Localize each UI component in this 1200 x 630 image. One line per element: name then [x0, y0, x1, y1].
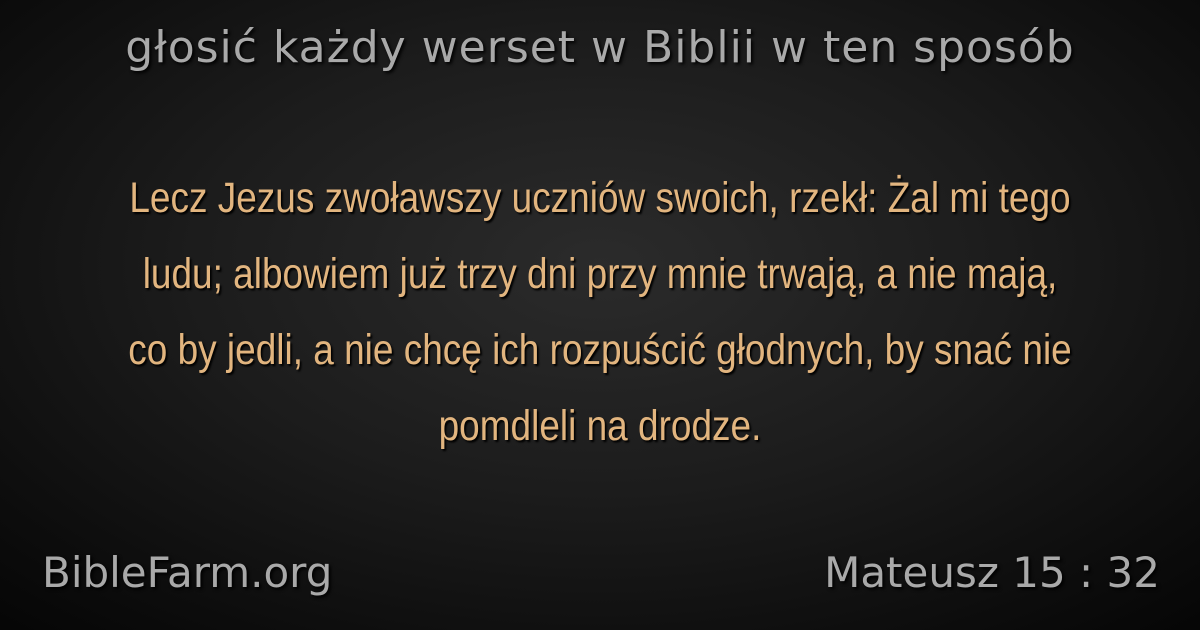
verse-reference: Mateusz 15 : 32 [824, 548, 1160, 597]
header-title: głosić każdy werset w Biblii w ten sposób [125, 22, 1075, 73]
verse-text: Lecz Jezus zwoławszy uczniów swoich, rzekł: Żal mi tego ludu; albowiem już trzy dni przy mnie trwają, a nie mają, co by jedli, a nie chcę ich rozpuścić głodnych, by snać nie pomdleli na drodze. [128, 174, 1072, 450]
site-name: BibleFarm.org [42, 548, 333, 597]
